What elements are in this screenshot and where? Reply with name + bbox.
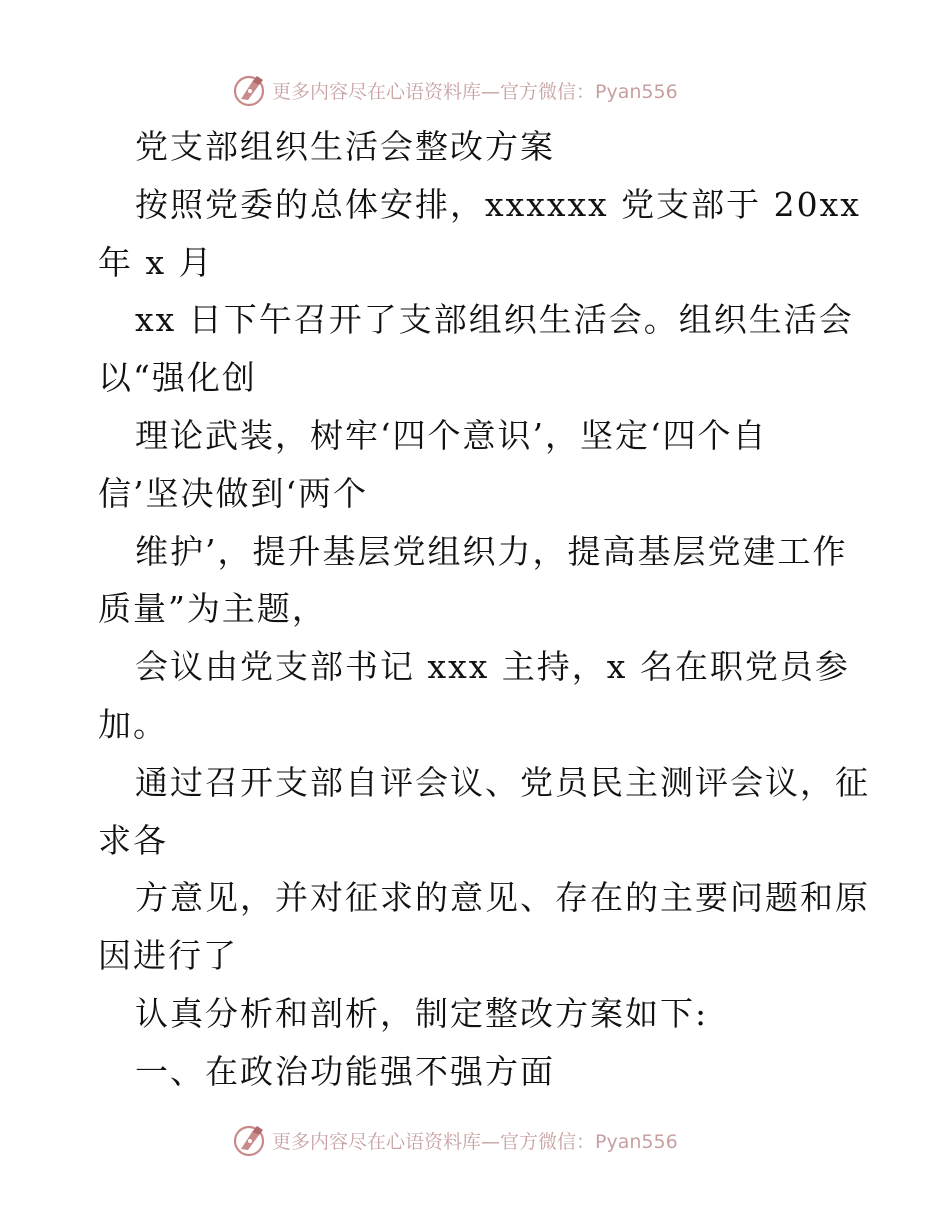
paragraph-line: 会议由党支部书记 xxx 主持，x 名在职党员参 <box>135 647 850 687</box>
document-title: 党支部组织生活会整改方案 <box>135 127 555 166</box>
section-heading: 一、在政治功能强不强方面 <box>135 1051 555 1091</box>
paragraph-line: 信’坚决做到‘两个 <box>98 473 368 513</box>
paragraph-line: xx 日下午召开了支部组织生活会。组织生活会 <box>135 300 854 340</box>
paragraph-line: 质量”为主题， <box>98 589 327 629</box>
paragraph-line: 因进行了 <box>98 936 238 976</box>
paragraph-line: 维护’，提升基层党组织力，提高基层党建工作 <box>135 531 848 571</box>
paragraph-line: 求各 <box>98 820 168 860</box>
paragraph-line: 以“强化创 <box>98 358 257 398</box>
paragraph-line: 通过召开支部自评会议、党员民主测评会议，征 <box>135 762 870 802</box>
watermark-text: 更多内容尽在心语资料库—官方微信：Pyan556 <box>272 1130 678 1153</box>
paragraph-line: 理论武装，树牢‘四个意识’，坚定‘四个自 <box>135 415 768 455</box>
pen-nib-logo-icon <box>232 72 268 108</box>
paragraph-line: 方意见，并对征求的意见、存在的主要问题和原 <box>135 878 870 918</box>
paragraph-line: 按照党委的总体安排，xxxxxx 党支部于 20xx <box>135 184 861 224</box>
watermark-text: 更多内容尽在心语资料库—官方微信：Pyan556 <box>272 80 678 103</box>
pen-nib-logo-icon <box>232 1122 268 1158</box>
watermark-banner-top <box>232 70 678 110</box>
paragraph-line: 年 x 月 <box>98 242 214 282</box>
watermark-banner-bottom <box>232 1120 678 1160</box>
document-body <box>98 118 870 1101</box>
paragraph-line: 加。 <box>98 704 168 744</box>
paragraph-line: 认真分析和剖析，制定整改方案如下: <box>135 993 709 1033</box>
